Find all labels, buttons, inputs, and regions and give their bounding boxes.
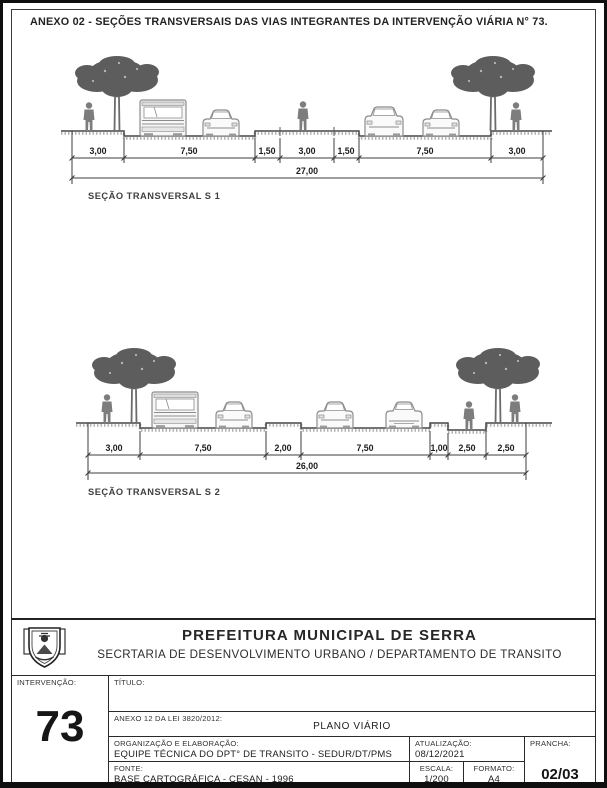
dimension-value: 2,00 [274,443,292,453]
prancha-cell [525,737,595,787]
title-block-grid [12,675,595,787]
section-label-s2: SEÇÃO TRANSVERSAL S 2 [88,487,221,497]
fonte-cell [109,762,410,787]
dimension-value: 1,50 [258,146,276,156]
anexo-label: ANEXO 12 DA LEI 3820/2012: [114,714,223,723]
intervention-label: INTERVENÇÃO: [17,678,77,687]
dimension-value: 1,50 [337,146,355,156]
titulo-label: TÍTULO: [114,678,145,687]
formato-value: A4 [487,774,501,785]
dimension-value: 7,50 [356,443,374,453]
intervention-cell [12,676,109,787]
dimension-value: 3,00 [298,146,316,156]
dimension-total: 27,00 [295,166,319,176]
dimension-value: 2,50 [497,443,515,453]
dimension-value: 2,50 [458,443,476,453]
organization-header [68,627,591,661]
dimension-value: 1,00 [430,443,448,453]
dimension-value: 3,00 [105,443,123,453]
escala-value: 1/200 [424,774,449,785]
dimension-value: 7,50 [194,443,212,453]
intervention-number: 73 [35,702,85,751]
organization-name: PREFEITURA MUNICIPAL DE SERRA [182,627,477,644]
anexo-cell [109,712,595,737]
dimension-total: 26,00 [295,461,319,471]
organizacao-cell [109,737,410,762]
sheet-title: ANEXO 02 - SEÇÕES TRANSVERSAIS DAS VIAS INTEGRANTES DA INTERVENÇÃO VIÁRIA N° 73. [30,16,548,28]
sheet-frame [11,9,596,784]
prancha-number: 02/03 [541,766,579,783]
plano-viario-title: PLANO VIÁRIO [313,721,391,732]
fonte-label: FONTE: [114,764,144,773]
escala-label: ESCALA: [419,764,454,773]
municipal-coat-of-arms-icon [21,624,68,671]
formato-label: FORMATO: [473,764,515,773]
fonte-value: BASE CARTOGRÁFICA - CESAN - 1996 [114,774,294,785]
organizacao-value: EQUIPE TÉCNICA DO DPT° DE TRANSITO - SEDUR/DT/PMS [114,749,393,760]
organization-department: SECRTARIA DE DESENVOLVIMENTO URBANO / DEPARTAMENTO DE TRANSITO [97,648,562,661]
organizacao-label: ORGANIZAÇÃO E ELABORAÇÃO: [114,739,239,748]
prancha-label: PRANCHA: [530,739,571,748]
title-block-header [12,620,595,675]
dimension-value: 7,50 [180,146,198,156]
dimension-value: 3,00 [508,146,526,156]
titulo-cell [109,676,595,712]
escala-cell [410,762,464,787]
formato-cell [464,762,525,787]
dimension-value: 7,50 [416,146,434,156]
atualizacao-value: 08/12/2021 [415,749,465,760]
atualizacao-label: ATUALIZAÇÃO: [415,739,472,748]
atualizacao-cell [410,737,525,762]
section-label-s1: SEÇÃO TRANSVERSAL S 1 [88,191,221,201]
dimension-value: 3,00 [89,146,107,156]
title-block [11,618,596,784]
